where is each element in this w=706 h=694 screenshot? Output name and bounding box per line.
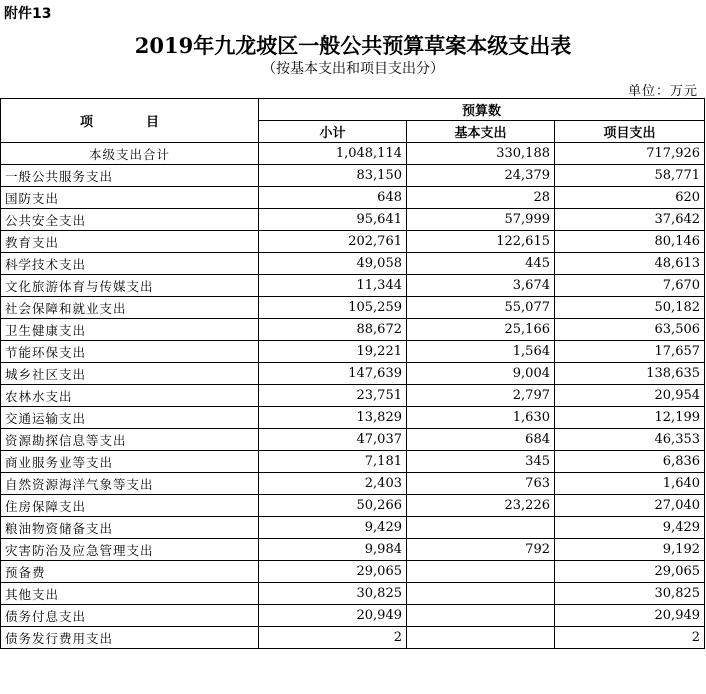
row-project: 27,040 [555, 495, 705, 517]
header-item: 项 目 [1, 99, 259, 143]
row-project: 12,199 [555, 407, 705, 429]
row-basic: 57,999 [407, 209, 555, 231]
row-basic [407, 583, 555, 605]
table-row [1, 451, 705, 473]
row-basic: 28 [407, 187, 555, 209]
row-name: 农林水支出 [1, 385, 259, 407]
row-basic: 25,166 [407, 319, 555, 341]
row-name: 文化旅游体育与传媒支出 [1, 275, 259, 297]
row-subtotal: 50,266 [259, 495, 407, 517]
row-project: 46,353 [555, 429, 705, 451]
row-basic: 9,004 [407, 363, 555, 385]
table-row [1, 495, 705, 517]
page-title: 2019年九龙坡区一般公共预算草案本级支出表 [134, 33, 572, 58]
row-name: 预备费 [1, 561, 259, 583]
row-project: 1,640 [555, 473, 705, 495]
row-project: 80,146 [555, 231, 705, 253]
row-project: 20,949 [555, 605, 705, 627]
table-row [1, 627, 705, 649]
table-row [1, 605, 705, 627]
header-basic: 基本支出 [407, 121, 555, 143]
row-project: 717,926 [555, 143, 705, 165]
attachment-label: 附件13 [4, 6, 52, 22]
row-name: 本级支出合计 [1, 143, 259, 165]
row-basic: 1,564 [407, 341, 555, 363]
row-subtotal: 2,403 [259, 473, 407, 495]
row-name: 卫生健康支出 [1, 319, 259, 341]
row-name: 交通运输支出 [1, 407, 259, 429]
table-row [1, 319, 705, 341]
row-name: 教育支出 [1, 231, 259, 253]
table-row [1, 209, 705, 231]
row-name: 一般公共服务支出 [1, 165, 259, 187]
row-basic [407, 627, 555, 649]
row-basic: 24,379 [407, 165, 555, 187]
row-subtotal: 19,221 [259, 341, 407, 363]
row-basic [407, 605, 555, 627]
row-subtotal: 47,037 [259, 429, 407, 451]
row-subtotal: 83,150 [259, 165, 407, 187]
row-name: 住房保障支出 [1, 495, 259, 517]
row-subtotal: 9,429 [259, 517, 407, 539]
table-row [1, 561, 705, 583]
row-subtotal: 202,761 [259, 231, 407, 253]
table-row [1, 385, 705, 407]
row-project: 6,836 [555, 451, 705, 473]
row-basic: 3,674 [407, 275, 555, 297]
row-subtotal: 13,829 [259, 407, 407, 429]
table-row [1, 231, 705, 253]
row-name: 灾害防治及应急管理支出 [1, 539, 259, 561]
row-name: 科学技术支出 [1, 253, 259, 275]
table-row [1, 517, 705, 539]
row-subtotal: 49,058 [259, 253, 407, 275]
row-name: 城乡社区支出 [1, 363, 259, 385]
row-subtotal: 147,639 [259, 363, 407, 385]
row-subtotal: 30,825 [259, 583, 407, 605]
row-project: 29,065 [555, 561, 705, 583]
row-name: 公共安全支出 [1, 209, 259, 231]
row-project: 58,771 [555, 165, 705, 187]
table-row [1, 363, 705, 385]
header-budget: 预算数 [259, 99, 705, 121]
row-project: 63,506 [555, 319, 705, 341]
row-name: 粮油物资储备支出 [1, 517, 259, 539]
row-name: 其他支出 [1, 583, 259, 605]
row-project: 9,429 [555, 517, 705, 539]
row-name: 国防支出 [1, 187, 259, 209]
table-row [1, 583, 705, 605]
row-name: 债务发行费用支出 [1, 627, 259, 649]
row-project: 9,192 [555, 539, 705, 561]
row-subtotal: 1,048,114 [259, 143, 407, 165]
table-row [1, 429, 705, 451]
row-project: 17,657 [555, 341, 705, 363]
header-subtotal: 小计 [259, 121, 407, 143]
row-project: 48,613 [555, 253, 705, 275]
row-project: 37,642 [555, 209, 705, 231]
row-project: 7,670 [555, 275, 705, 297]
row-subtotal: 648 [259, 187, 407, 209]
table-row [1, 143, 705, 165]
row-basic: 345 [407, 451, 555, 473]
row-basic: 445 [407, 253, 555, 275]
row-subtotal: 7,181 [259, 451, 407, 473]
table-row [1, 407, 705, 429]
row-basic: 763 [407, 473, 555, 495]
row-subtotal: 11,344 [259, 275, 407, 297]
row-name: 债务付息支出 [1, 605, 259, 627]
row-basic [407, 517, 555, 539]
row-project: 138,635 [555, 363, 705, 385]
table-row [1, 165, 705, 187]
page-subtitle: （按基本支出和项目支出分） [262, 61, 444, 77]
header-project: 项目支出 [555, 121, 705, 143]
row-subtotal: 9,984 [259, 539, 407, 561]
row-name: 商业服务业等支出 [1, 451, 259, 473]
row-name: 社会保障和就业支出 [1, 297, 259, 319]
table-row [1, 275, 705, 297]
row-basic [407, 561, 555, 583]
row-basic: 792 [407, 539, 555, 561]
row-basic: 1,630 [407, 407, 555, 429]
row-project: 620 [555, 187, 705, 209]
row-subtotal: 105,259 [259, 297, 407, 319]
row-name: 自然资源海洋气象等支出 [1, 473, 259, 495]
row-subtotal: 20,949 [259, 605, 407, 627]
row-basic: 55,077 [407, 297, 555, 319]
table-row [1, 187, 705, 209]
table-row [1, 341, 705, 363]
row-basic: 2,797 [407, 385, 555, 407]
row-basic: 23,226 [407, 495, 555, 517]
row-basic: 122,615 [407, 231, 555, 253]
row-name: 资源勘探信息等支出 [1, 429, 259, 451]
row-subtotal: 95,641 [259, 209, 407, 231]
unit-label: 单位：万元 [627, 84, 698, 99]
table-row [1, 297, 705, 319]
row-name: 节能环保支出 [1, 341, 259, 363]
row-project: 50,182 [555, 297, 705, 319]
row-subtotal: 23,751 [259, 385, 407, 407]
row-subtotal: 2 [259, 627, 407, 649]
row-subtotal: 29,065 [259, 561, 407, 583]
row-subtotal: 88,672 [259, 319, 407, 341]
table-row [1, 253, 705, 275]
table-row [1, 473, 705, 495]
table-body [1, 143, 705, 649]
row-project: 20,954 [555, 385, 705, 407]
table-row [1, 539, 705, 561]
row-project: 30,825 [555, 583, 705, 605]
budget-table [0, 98, 705, 649]
row-project: 2 [555, 627, 705, 649]
row-basic: 330,188 [407, 143, 555, 165]
row-basic: 684 [407, 429, 555, 451]
